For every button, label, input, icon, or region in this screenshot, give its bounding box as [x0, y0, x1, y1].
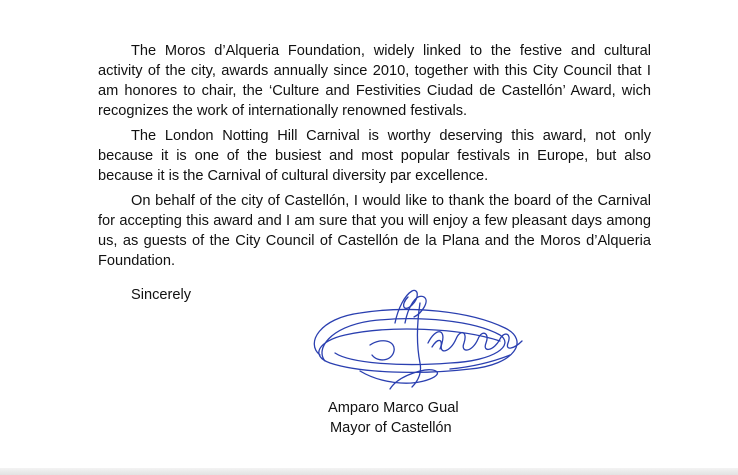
- signer-title: Mayor of Castellón: [330, 420, 452, 436]
- closing-salutation: Sincerely: [131, 287, 192, 303]
- paragraph-thanks: On behalf of the city of Castellón, I would like to thank the board of the Carnival for accepting this award and I am sure that you will enjoy a few pleasant days among us, as guests of the City Council of Castellón de la Plana and the Moros d’Alqueria Foundation.: [98, 193, 651, 269]
- signer-name: Amparo Marco Gual: [328, 400, 459, 416]
- paragraph-carnival-merit: The London Notting Hill Carnival is worthy deserving this award, not only because it is one of the busiest and most popular festivals in Europe, but also because it is the Carnival of cultural diversity par excellence.: [98, 128, 651, 184]
- page-bottom-edge: [0, 468, 738, 475]
- handwritten-signature: [300, 283, 540, 395]
- paragraph-award-intro: The Moros d’Alqueria Foundation, widely linked to the festive and cultural activity of the city, awards annually since 2010, together with this City Council that I am honores to chair, the ‘Culture and Festivities Ciudad de Castellón’ Award, wich recognizes the work of internationally renowned festivals.: [98, 43, 651, 119]
